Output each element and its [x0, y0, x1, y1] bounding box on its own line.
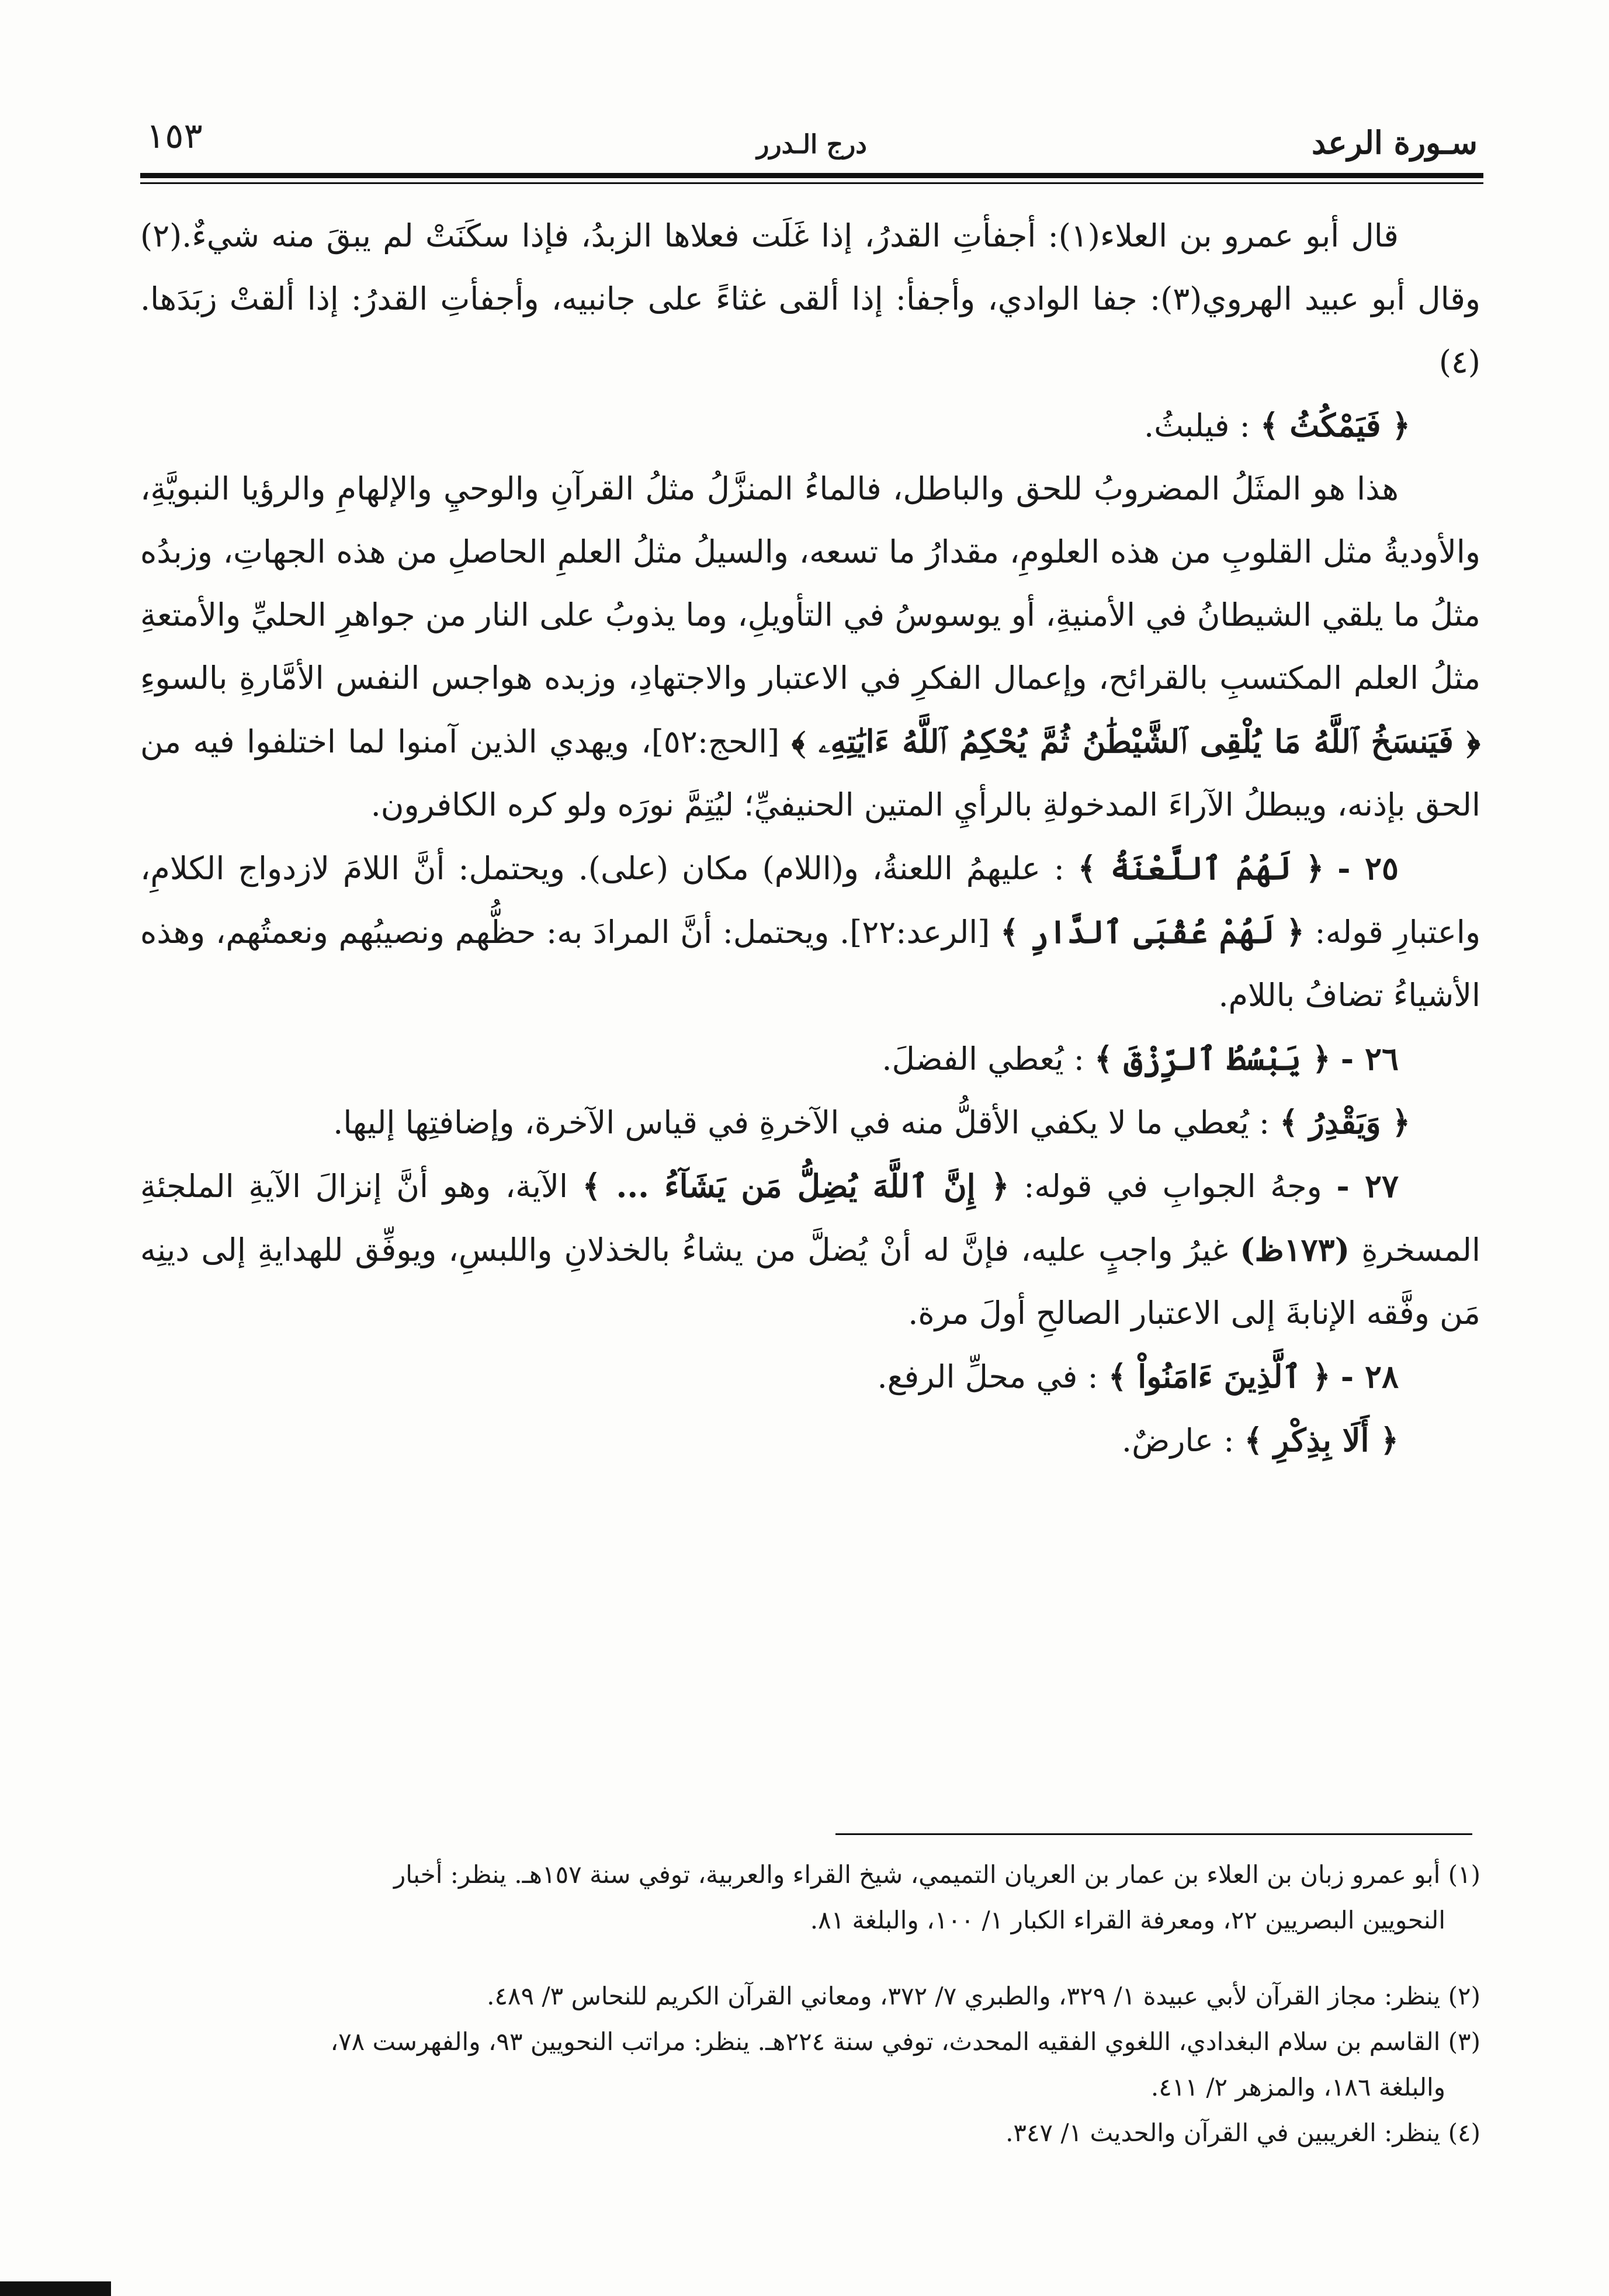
verse-comment-25 — [140, 837, 1480, 1027]
text-line: هذه الجهاتِ، وزبدُه مثلُ ما يلقي الشيطانُ في الأمنيةِ، أو يوسوسُ في التأويلِ، وما يذوبُ على — [140, 533, 1480, 633]
comment-text: : في محلِّ الرفع. — [877, 1358, 1108, 1395]
quran-phrase: ﴿ إِنَّ ٱللَّهَ يُضِلُّ مَن يَشَآءُ ... ﴾ — [582, 1167, 1010, 1205]
page-number: ١٥٣ — [146, 116, 203, 157]
text-line: [الحج:٥٢]، ويهدي الذين آمنوا لما اختلفوا فيه من الحق بإذنه، ويبطلُ الآراءَ — [140, 723, 1480, 823]
footnotes — [140, 1852, 1480, 2156]
text-line: النار من جواهرِ الحليِّ والأمتعةِ مثلُ العلم المكتسبِ بالقرائح، وإعمال الفكرِ في الاعتبار — [140, 596, 1480, 696]
footnote-3-cont — [140, 2065, 1480, 2110]
footnote-2 — [140, 1974, 1480, 2019]
quran-phrase: ﴿ ٱلَّذِينَ ءَامَنُواْ ﴾ — [1108, 1358, 1331, 1395]
text-line: والاجتهادِ، وزبده هواجس النفس الأمَّارةِ بالسوءِ — [140, 660, 748, 696]
paragraph — [140, 204, 1480, 394]
gloss-text: : يُعطي ما لا يكفي الأقلُّ منه في الآخرةِ في قياس الآخرة، وإضافتِها إليها. — [333, 1104, 1280, 1141]
verse-comment-26 — [140, 1027, 1480, 1091]
text-line: هذا هو المثَلُ المضروبُ للحق والباطل، فالماءُ المنزَّلُ مثلُ القرآنِ والوحيِ والإلهامِ والرؤيا — [241, 470, 1399, 507]
header-rule-thin — [140, 182, 1483, 184]
gloss-line — [140, 394, 1480, 457]
footnote-text: النحويين البصريين ٢٢، ومعرفة القراء الكبار ١/ ١٠٠، والبلغة ٨١. — [810, 1906, 1445, 1934]
footnote-1-cont — [140, 1898, 1480, 1943]
gloss-line — [140, 1091, 1480, 1154]
book-title: درج الـدرر — [757, 130, 867, 159]
footnote-text: (٤) ينظر: الغريبين في القرآن والحديث ١/ ٣٤٧. — [1005, 2118, 1480, 2147]
main-text — [140, 204, 1480, 1472]
gloss-text: : عارضٌ. — [1121, 1422, 1244, 1459]
footnote-text: (١) أبو عمرو زبان بن العلاء بن عمار بن العريان التميمي، شيخ القراء والعربية، توفي سنة ١٥٧هـ. ينظر: أخبار — [394, 1860, 1480, 1889]
text-line: شيءٌ.(٢) وقال أبو عبيد الهروي(٣): جفا الوادي، وأجفأ: إذا ألقى غثاءً على جانبيه، وأجفأتِ — [140, 217, 1480, 317]
verse-comment-28 — [140, 1345, 1480, 1409]
verse-number: ٢٨ - — [1340, 1358, 1399, 1395]
manuscript-folio-ref: (١٧٣ظ) — [1240, 1231, 1350, 1268]
quran-phrase: ﴿ فَيَمْكُثُ ﴾ — [1260, 407, 1410, 444]
comment-text: الآية، وهو أنَّ إنزالَ الآيةِ الملجئةِ المسخرةِ — [140, 1168, 1480, 1268]
text-line: المدخولةِ بالرأيِ المتين الحنيفيِّ؛ ليُتِمَّ نورَه ولو كره الكافرون. — [370, 786, 1159, 823]
comment-text: وجهُ الجوابِ في قوله: — [1009, 1168, 1337, 1205]
comment-text: : يُعطي الفضلَ. — [882, 1041, 1095, 1077]
quran-phrase: ﴿ فَيَنسَخُ ٱللَّهُ مَا يُلْقِى ٱلشَّيْطَٰنُ ثُمَّ يُحْكِمُ ٱللَّهُ ءَايَٰتِهِۦ ﴾ — [791, 723, 1480, 760]
footnote-4 — [140, 2110, 1480, 2156]
quran-phrase: ﴿ وَيَقْدِرُ ﴾ — [1279, 1104, 1410, 1141]
comment-text: [الرعد:٢٢]. ويحتمل: أنَّ المرادَ به: حظُّهم ونصيبُهم ونعمتُهم، وهذه الأشياءُ تضافُ باللام. — [140, 914, 1480, 1014]
verse-comment-27 — [140, 1154, 1480, 1345]
verse-number: ٢٥ - — [1337, 849, 1399, 887]
verse-number: ٢٦ - — [1340, 1040, 1399, 1077]
comment-text: : عليهمُ اللعنةُ، و(اللام) مكان (على). ويحتمل: أنَّ اللامَ لازدواج الكلامِ، واعتبارِ قوله: — [140, 850, 1481, 951]
footnote-text: (٣) القاسم بن سلام البغدادي، اللغوي الفقيه المحدث، توفي سنة ٢٢٤هـ. ينظر: مراتب النحويين ٩٣، والفهرست ٧٨، — [330, 2027, 1480, 2056]
footnote-text: (٢) ينظر: مجاز القرآن لأبي عبيدة ١/ ٣٢٩، والطبري ٧/ ٣٧٢، ومعاني القرآن الكريم للنحاس ٣/ ٤٨٩. — [487, 1982, 1480, 2010]
comment-text: غيرُ واجبٍ عليه، فإنَّ له أنْ يُضلَّ من يشاءُ بالخذلانِ واللبسِ، ويوفِّق للهدايةِ إلى دينِه مَن وفَّقه الإنابةَ إلى الاعتبار الصالحِ أولَ مرة. — [140, 1232, 1480, 1331]
scan-edge-mark — [0, 2281, 111, 2296]
footnote-separator — [835, 1833, 1472, 1835]
quran-phrase: ﴿ لَهُمُ ٱللَّعْنَةُ ﴾ — [1077, 849, 1324, 887]
quran-phrase: ﴿ لَهُمْ عُقْبَى ٱلدَّارِ ﴾ — [1000, 913, 1305, 951]
gloss-line — [140, 1409, 1480, 1472]
quran-phrase: ﴿ يَبْسُطُ ٱلرِّزْقَ ﴾ — [1094, 1040, 1331, 1077]
surah-title: سـورة الرعد — [1312, 124, 1478, 161]
footnote-1 — [140, 1852, 1480, 1898]
quran-phrase: ﴿ أَلَا بِذِكْرِ ﴾ — [1244, 1421, 1399, 1459]
text-line: قال أبو عمرو بن العلاء(١): أجفأتِ القدرُ، إذا غَلَت فعلاها الزبدُ، فإذا سكَنَتْ لم يبقَ منه — [271, 217, 1399, 254]
page-header — [140, 111, 1483, 181]
text-line: النبويَّةِ، والأوديةُ مثل القلوبِ من هذه العلومِ، مقدارُ ما تسعه، والسيلُ مثلُ العلمِ الحاصلِ من — [140, 470, 1481, 570]
header-rule-thick — [140, 173, 1483, 178]
text-line: القدرُ: إذا ألقتْ زبَدَها.(٤) — [140, 280, 1480, 380]
verse-number: ٢٧ - — [1336, 1167, 1399, 1205]
gloss-text: : فيلبثُ. — [1143, 407, 1260, 444]
footnote-text: والبلغة ١٨٦، والمزهر ٢/ ٤١١. — [1150, 2073, 1445, 2101]
footnote-3 — [140, 2019, 1480, 2065]
paragraph — [140, 457, 1480, 837]
